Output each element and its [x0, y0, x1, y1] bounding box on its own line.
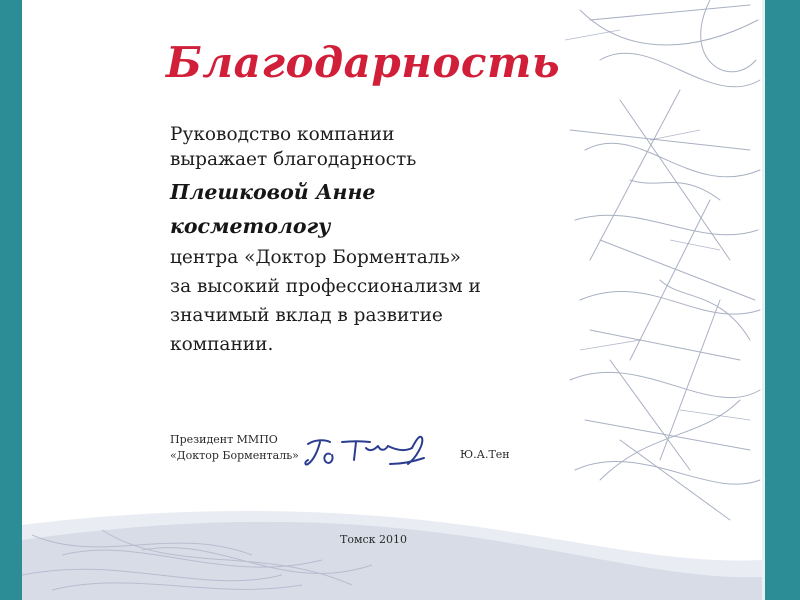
- body-line-2: за высокий профессионализм и: [170, 276, 481, 297]
- intro-line-2: выражает благодарность: [170, 149, 417, 170]
- recipient-name: Плешковой Анне: [170, 180, 376, 204]
- right-frame-border: [762, 0, 800, 600]
- signatory-name: Ю.А.Тен: [460, 448, 510, 461]
- certificate-body: [170, 122, 530, 359]
- intro-line-1: Руководство компании: [170, 124, 395, 145]
- signatory-title-line-1: Президент ММПО: [170, 433, 278, 446]
- right-frame-inner-line: [762, 0, 765, 600]
- recipient-position: косметологу: [170, 214, 331, 238]
- decorative-wave-band: [22, 505, 762, 600]
- body-line-3: значимый вклад в развитие: [170, 305, 443, 326]
- left-frame-border: [0, 0, 22, 600]
- handwritten-signature: [300, 430, 430, 476]
- body-line-4: компании.: [170, 334, 274, 355]
- certificate-title: Благодарность: [166, 38, 561, 87]
- signatory-title: [170, 432, 299, 464]
- signatory-title-line-2: «Доктор Борменталь»: [170, 449, 299, 462]
- city-and-year: Томск 2010: [340, 533, 408, 546]
- body-line-1: центра «Доктор Борменталь»: [170, 247, 461, 268]
